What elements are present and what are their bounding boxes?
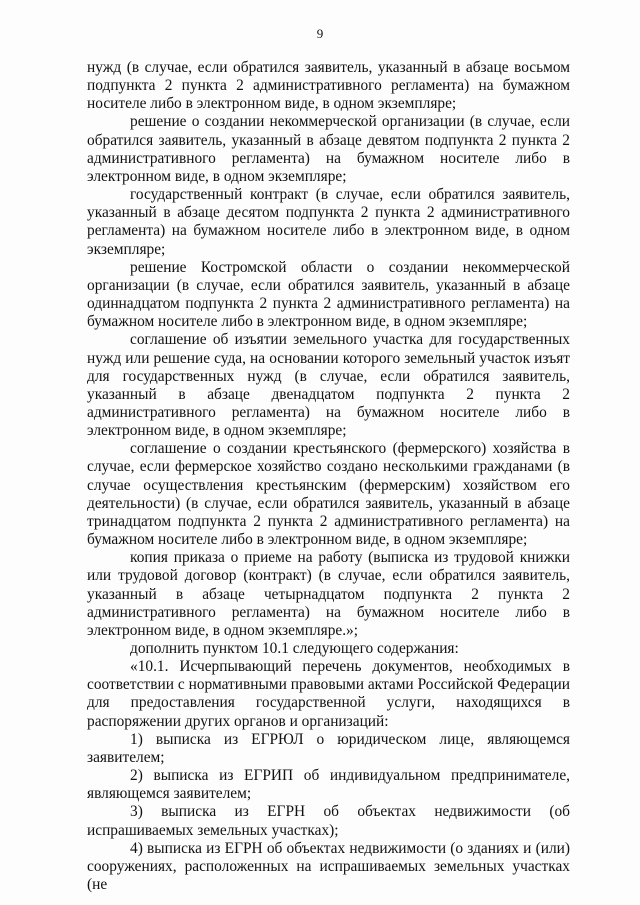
list-item-egrip: 2) выписка из ЕГРИП об индивидуальном предпринимателе, являющемся заявителем; [87, 767, 570, 803]
list-item-egrul: 1) выписка из ЕГРЮЛ о юридическом лице, являющемся заявителем; [87, 730, 570, 766]
paragraph-state-contract: государственный контракт (в случае, если обратился заявитель, указанный в абзаце десятом подпункта 2 пункта 2 административного регламента) на бумажном носителе либо в электронном виде, в одном экземпляре; [87, 186, 570, 258]
paragraph-continuation: нужд (в случае, если обратился заявитель, указанный в абзаце восьмом подпункта 2 пункта 2 административного регламента) на бумажном носителе либо в электронном виде, в одном экземпляре; [87, 59, 570, 113]
paragraph-land-seizure-agreement: соглашение об изъятии земельного участка для государственных нужд или решение суда, на основании которого земельный участок изъят для государственных нужд (в случае, если обратился заявитель, указанный в абзаце двенадцатом подпункта 2 пункта 2 административного регламента) на бумажном носителе либо в электронном виде, в одном экземпляре; [87, 331, 570, 440]
paragraph-farm-agreement: соглашение о создании крестьянского (фермерского) хозяйства в случае, если фермерское хозяйство создано несколькими гражданами (в случае осуществления крестьянским (фермерским) хозяйством его деятельности) (в случае, если обратился заявитель, указанный в абзаце тринадцатом подпункта 2 пункта 2 административного регламента) на бумажном носителе либо в электронном виде, в одном экземпляре; [87, 440, 570, 549]
paragraph-kostroma-decision: решение Костромской области о создании некоммерческой организации (в случае, если обратился заявитель, указанный в абзаце одиннадцатом подпункта 2 пункта 2 административного регламента) на бумажном носителе либо в электронном виде, в одном экземпляре; [87, 258, 570, 331]
list-item-egrn-buildings: 4) выписка из ЕГРН об объектах недвижимости (о зданиях и (или) сооружениях, расположенных на испрашиваемых земельных участках (не [87, 839, 570, 894]
list-item-egrn-land: 3) выписка из ЕГРН об объектах недвижимости (об испрашиваемых земельных участках); [87, 803, 570, 839]
paragraph-employment-order: копия приказа о приеме на работу (выписка из трудовой книжки или трудовой договор (контракт) (в случае, если обратился заявитель, указанный в абзаце четырнадцатом подпункта 2 пункта 2 административного регламента) на бумажном носителе либо в электронном виде, в одном экземпляре.»; [87, 549, 570, 639]
paragraph-item-10-1: «10.1. Исчерпывающий перечень документов, необходимых в соответствии с нормативными правовыми актами Российской Федерации для предоставления государственной услуги, находящихся в распоряжении других органов и организаций: [87, 658, 570, 730]
page-number: 9 [316, 26, 324, 41]
paragraph-amendment-intro: дополнить пунктом 10.1 следующего содержания: [130, 640, 459, 657]
document-body [87, 59, 570, 894]
paragraph-noncommercial-decision: решение о создании некоммерческой организации (в случае, если обратился заявитель, указанный в абзаце девятом подпункта 2 пункта 2 административного регламента) на бумажном носителе либо в электронном виде, в одном экземпляре; [87, 113, 570, 185]
